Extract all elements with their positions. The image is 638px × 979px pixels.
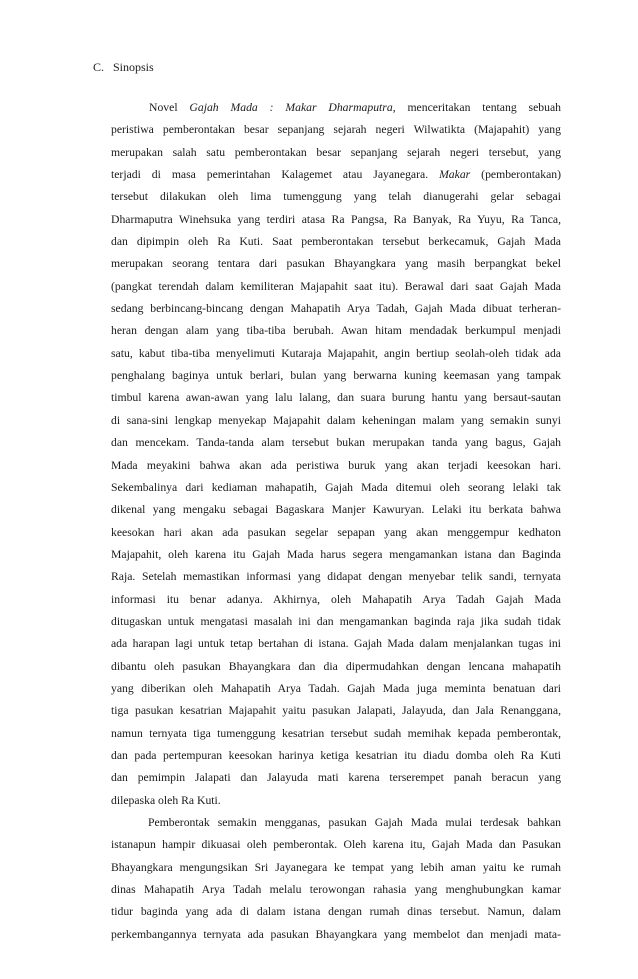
text-line: istanapun hampir dikuasai oleh pemberontak. Oleh karena itu, Gajah Mada dan Pasukan — [111, 838, 561, 852]
text-line: Raja. Setelah memastikan informasi yang didapat dengan menyebar telik sandi, ternyata — [111, 570, 561, 584]
paragraph-1-first-line: Novel Gajah Mada : Makar Dharmaputra, menceritakan tentang sebuah — [149, 101, 561, 114]
paragraph-2-first-line: Pemberontak semakin mengganas, pasukan Gajah Mada mulai terdesak bahkan — [148, 816, 561, 829]
text-line: merupakan seorang tentara dari pasukan Bhayangkara yang masih berpangkat bekel — [111, 257, 561, 271]
text-line: Majapahit, oleh karena itu Gajah Mada harus segera mengamankan istana dan Baginda — [111, 547, 561, 561]
text-line: (pangkat terendah dalam kemiliteran Majapahit saat itu). Berawal dari saat Gajah Mada — [111, 279, 561, 293]
text-line: terjadi di masa pemerintahan Kalagemet atau Jayanegara. Makar (pemberontakan) — [111, 168, 562, 182]
text-line: keesokan hari akan ada pasukan segelar sepapan yang akan menggempur kedhaton — [111, 525, 561, 539]
text-line: tidur baginda yang ada di dalam istana dengan rumah dinas tersebut. Namun, dalam — [111, 905, 561, 919]
text-line: Bhayangkara mengungsikan Sri Jayanegara ke tempat yang lebih aman yaitu ke rumah — [111, 860, 561, 874]
text-line: sedang berbincang-bincang dengan Mahapatih Arya Tadah, Gajah Mada dibuat terheran- — [111, 302, 561, 316]
novel-title: Gajah Mada : Makar Dharmaputra — [189, 101, 393, 114]
text-line: timbul karena awan-awan yang lalu lalang, dan suara burung hantu yang bersaut-sautan — [111, 391, 561, 405]
text-line: dan pada pertempuran keesokan harinya ketiga kesatrian itu diadu domba oleh Ra Kuti — [111, 748, 561, 762]
text-line: tiga pasukan kesatrian Majapahit yaitu pasukan Jalapati, Jalayuda, dan Jala Renanggana, — [111, 704, 561, 718]
text-line: informasi itu benar adanya. Akhirnya, oleh Mahapatih Arya Tadah Gajah Mada — [111, 592, 561, 606]
text-line: dibantu oleh pasukan Bhayangkara dan dia dipermudahkan dengan lencana mahapatih — [111, 659, 561, 673]
text-line: yang diberikan oleh Mahapatih Arya Tadah. Gajah Mada juga meminta benatuan dari — [111, 681, 561, 695]
text-line: Mada meyakini bahwa akan ada peristiwa buruk yang akan terjadi keesokan hari. — [111, 458, 561, 472]
text-line: tersebut dilakukan oleh lima tumenggung yang telah dianugerahi gelar sebagai — [111, 190, 561, 204]
text-line: heran dengan alam yang tiba-tiba berubah. Awan hitam mendadak berkumpul menjadi — [111, 324, 561, 338]
synopsis-body — [111, 97, 561, 946]
section-title: Sinopsis — [113, 60, 154, 74]
section-heading — [93, 60, 154, 75]
text-line: ditugaskan untuk mengatasi masalah ini dan mengamankan baginda raja jika sudah tidak — [111, 614, 561, 628]
text-line: Dharmaputra Winehsuka yang terdiri atasa Ra Pangsa, Ra Banyak, Ra Yuyu, Ra Tanca, — [111, 212, 561, 226]
text-line: penghalang baginya untuk berlari, bulan yang berwarna kuning keemasan yang tampak — [111, 369, 561, 383]
text-line: Sekembalinya dari kediaman mahapatih, Gajah Mada ditemui oleh seorang lelaki tak — [111, 480, 561, 494]
text-line: dan dipimpin oleh Ra Kuti. Saat pemberontakan tersebut berkecamuk, Gajah Mada — [111, 235, 561, 249]
text-line: dan pemimpin Jalapati dan Jalayuda mati karena terserempet panah beracun yang — [111, 771, 561, 785]
paragraph-1-last-line: dilepaska oleh Ra Kuti. — [111, 793, 221, 807]
text-line: dan mencekam. Tanda-tanda alam tersebut bukan merupakan tanda yang bagus, Gajah — [111, 436, 561, 450]
text-line: satu, kabut tiba-tiba menyelimuti Kutaraja Majapahit, angin bertiup seolah-oleh tidak ada — [111, 346, 561, 360]
text-line: dikenal yang mengaku sebagai Bagaskara Manjer Kawuryan. Lelaki itu berkata bahwa — [111, 503, 561, 517]
text-line: di sana-sini lengkap menyekap Majapahit dalam keheningan malam yang semakin sunyi — [111, 413, 561, 427]
text-line: namun ternyata tiga tumenggung kesatrian tersebut sudah memihak kepada pemberontak, — [111, 726, 561, 740]
text-line: dinas Mahapatih Arya Tadah melalu terowongan rahasia yang menghubungkan kamar — [111, 883, 561, 897]
text-line: peristiwa pemberontakan besar sepanjang sejarah negeri Wilwatikta (Majapahit) yang — [111, 123, 561, 137]
makar-term: Makar — [439, 168, 471, 182]
section-number: C. — [93, 60, 105, 74]
text-line: ada harapan lagi untuk tetap bertahan di istana. Gajah Mada dalam menjalankan tugas ini — [111, 637, 561, 651]
text-line: merupakan salah satu pemberontakan besar sepanjang sejarah negeri tersebut, yang — [111, 145, 561, 159]
text-line: perkembangannya ternyata ada pasukan Bhayangkara yang membelot dan menjadi mata- — [111, 927, 561, 941]
